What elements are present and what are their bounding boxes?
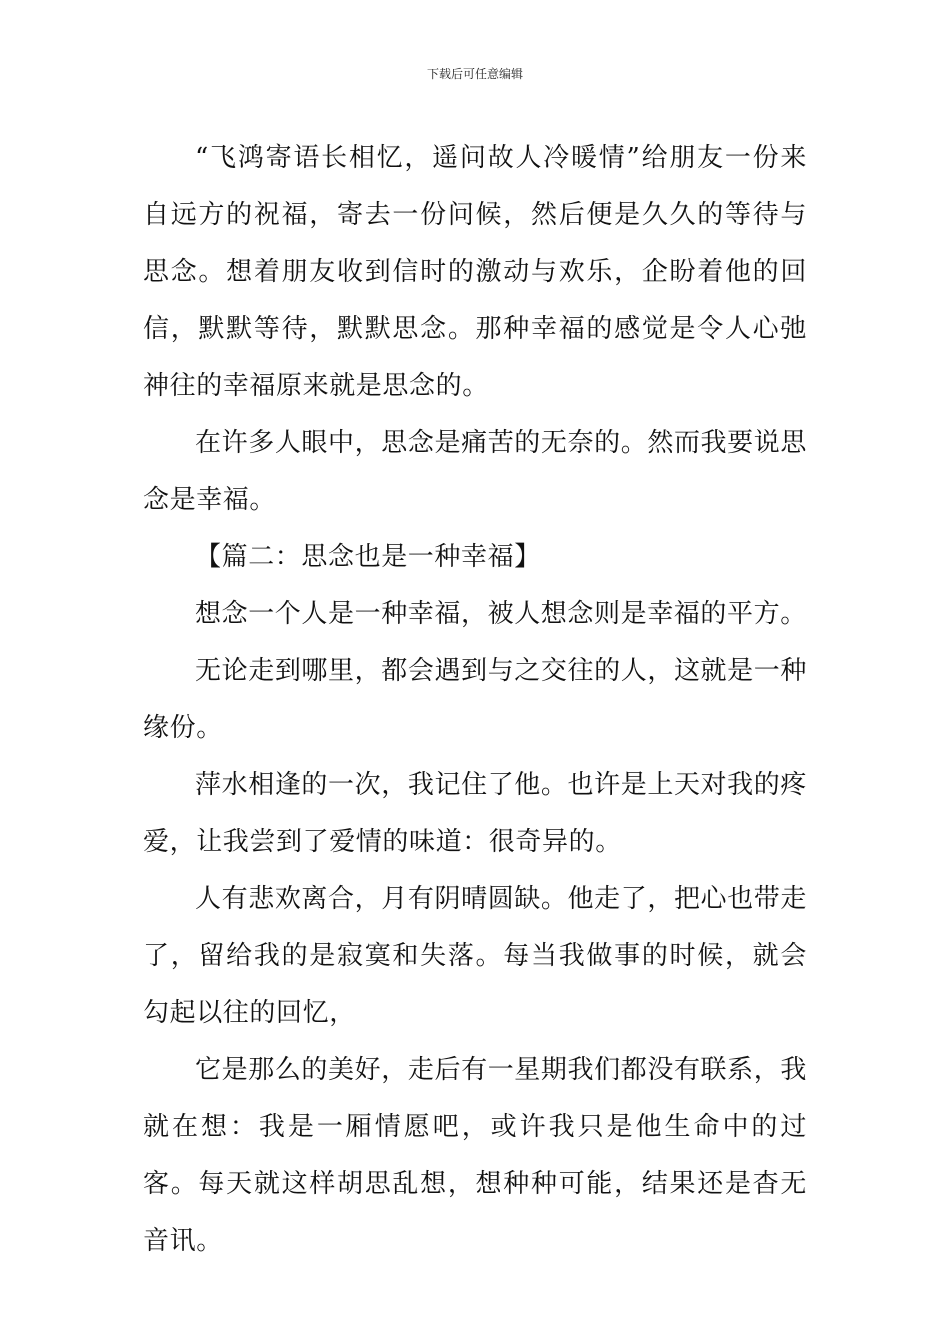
paragraph-5: 萍水相逢的一次，我记住了他。也许是上天对我的疼爱，让我尝到了爱情的味道：很奇异的。: [143, 770, 807, 857]
paragraph-4: 无论走到哪里，都会遇到与之交往的人，这就是一种缘份。: [143, 656, 807, 743]
paragraph-7: 它是那么的美好，走后有一星期我们都没有联系，我就在想：我是一厢情愿吧，或许我只是他生命中的过客。每天就这样胡思乱想，想种种可能，结果还是杳无音讯。: [143, 1055, 807, 1256]
paragraph-2: 在许多人眼中，思念是痛苦的无奈的。然而我要说思念是幸福。: [143, 428, 807, 515]
page-header: 下载后可任意编辑: [426, 67, 523, 81]
paragraph-6: 人有悲欢离合，月有阴晴圆缺。他走了，把心也带走了，留给我的是寂寞和失落。每当我做事的时候，就会勾起以往的回忆，: [143, 884, 807, 1028]
paragraph-3: 想念一个人是一种幸福，被人想念则是幸福的平方。: [195, 599, 807, 629]
document-body: [143, 130, 807, 1270]
paragraph-1: “飞鸿寄语长相忆，遥问故人冷暖情”给朋友一份来自远方的祝福，寄去一份问候，然后便是久久的等待与思念。想着朋友收到信时的激动与欢乐，企盼着他的回信，默默等待，默默思念。那种幸福的感觉是令人心弛神往的幸福原来就是思念的。: [143, 143, 807, 401]
section-heading: 【篇二：思念也是一种幸福】: [195, 542, 541, 572]
